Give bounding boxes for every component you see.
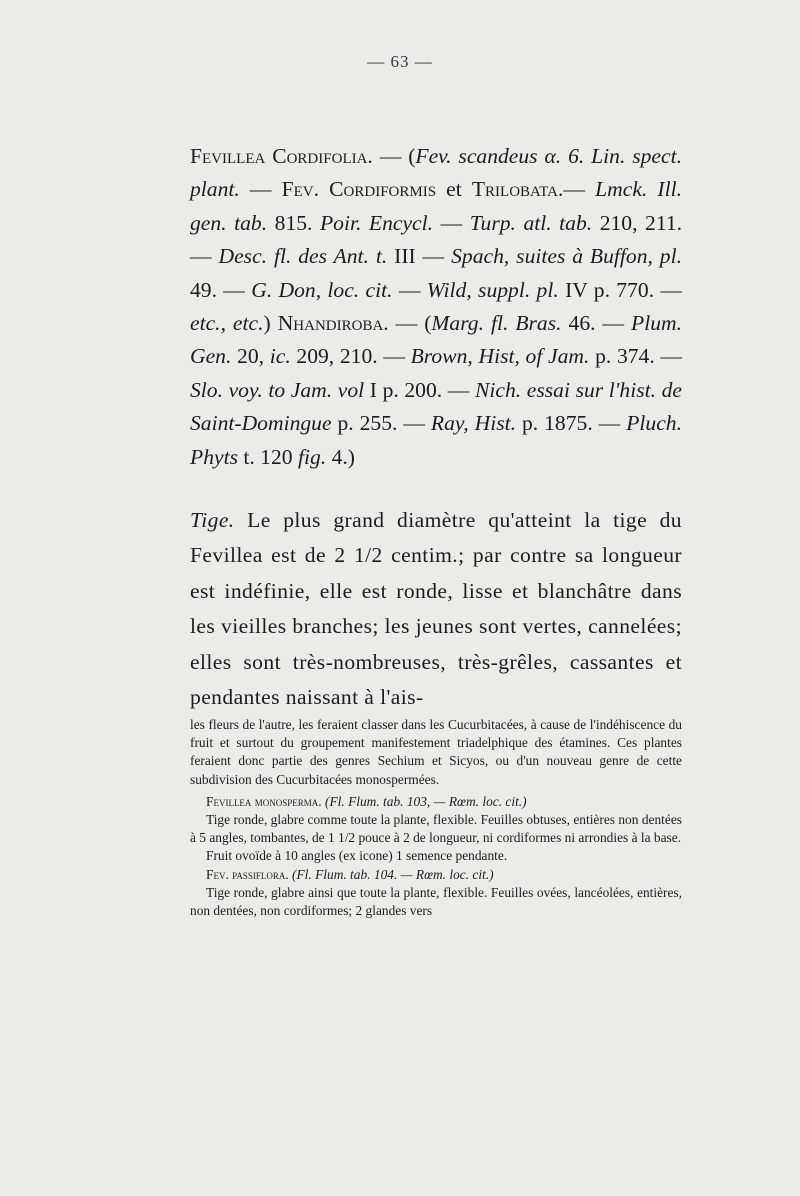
footnote [190,716,682,920]
footnote-passiflora-desc: Tige ronde, glabre ainsi que toute la plante, flexible. Feuilles ovées, lancéolées, entières, non dentées, non cordiformes; 2 glandes vers [190,884,682,919]
paragraph-text: Le plus grand diamètre qu'atteint la tige du Fevillea est de 2 1/2 centim.; par contre sa longueur est indéfinie, elle est ronde, lisse et blanchâtre dans les vieilles branches; les jeunes sont vertes, cannelées; elles sont très-nombreuses, très-grêles, cassantes et pendantes naissant à l'ais- [190,508,682,710]
main-paragraph [190,503,682,715]
footnote-p1: les fleurs de l'autre, les feraient classer dans les Cucurbitacées, à cause de l'indéhiscence du fruit et surtout du groupement manifestement triadelphique des étamines. Ces plantes feraient donc partie des genres Sechium et Sicyos, ou d'un nouveau genre de cette subdivision des Cucurbitacées monospermées. [190,717,682,787]
footnote-monosperma-heading: Fevillea monosperma. (Fl. Flum. tab. 103, — Rœm. loc. cit.) [206,793,527,809]
footnote-monosperma-fruit: Fruit ovoïde à 10 angles (ex icone) 1 semence pendante. [206,848,508,864]
species-citation: Fevillea Cordifolia. — (Fev. scandeus α. 6. Lin. spect. plant. — Fev. Cordiformis et Trilobata.— Lmck. Ill. gen. tab. 815. Poir. Encycl. — Turp. atl. tab. 210, 211. — Desc. fl. des Ant. t. III — Spach, suites à Buffon, pl. 49. — G. Don, loc. cit. — Wild, suppl. pl. IV p. 770. — etc., etc.) Nhandiroba. — (Marg. fl. Bras. 46. — Plum. Gen. 20, ic. 209, 210. — Brown, Hist, of Jam. p. 374. — Slo. voy. to Jam. vol I p. 200. — Nich. essai sur l'hist. de Saint-Domingue p. 255. — Ray, Hist. p. 1875. — Pluch. Phyts t. 120 fig. 4.) [190,144,683,469]
species-header [190,140,682,474]
footnote-monosperma-desc: Tige ronde, glabre comme toute la plante, flexible. Feuilles obtuses, entières non dentées à 5 angles, tombantes, de 1 1/2 pouce à 2 de longueur, ni cordiformes ni arrondies à la base. [190,812,682,846]
paragraph-lead: Tige. [190,508,235,532]
page-number: — 63 — [367,52,433,71]
species-title: Fevillea Cordifolia. [190,144,373,168]
footnote-passiflora-heading: Fev. passiflora. (Fl. Flum. tab. 104. — Rœm. loc. cit.) [206,866,494,882]
